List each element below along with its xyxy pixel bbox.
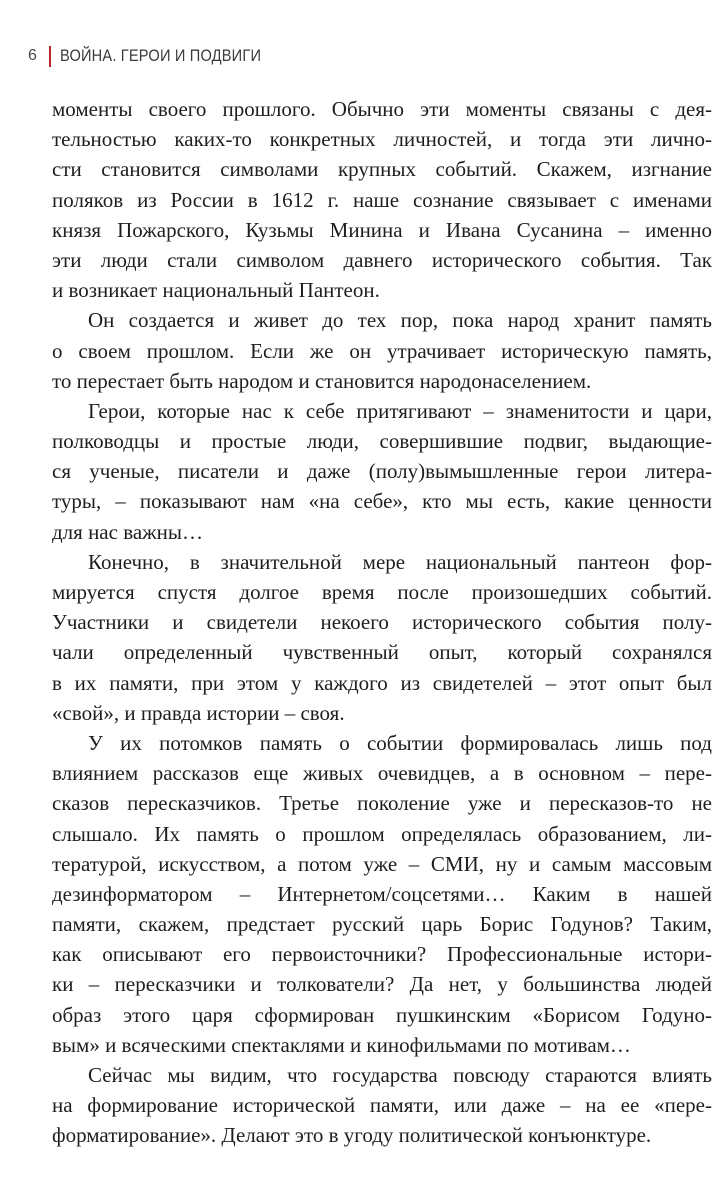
text-line: и возникает национальный Пантеон. <box>52 278 380 303</box>
paragraph <box>52 396 712 547</box>
text-line: в их памяти, при этом у каждого из свидетелей – этот опыт был <box>52 670 712 695</box>
text-line: как описывают его первоисточники? Профессиональные истори- <box>52 942 712 967</box>
text-line: для нас важны… <box>52 519 204 544</box>
text-line: сти становится символами крупных событий. Скажем, изгнание <box>52 157 712 182</box>
text-line: Герои, которые нас к себе притягивают – знаменитости и цари, <box>88 398 712 423</box>
paragraph <box>52 547 712 728</box>
paragraph <box>52 728 712 1060</box>
text-line: на формирование исторической памяти, или даже – на ее «пере- <box>52 1093 712 1118</box>
text-line: ся ученые, писатели и даже (полу)вымышленные герои литера- <box>52 459 712 484</box>
text-line: Участники и свидетели некоего исторического события полу- <box>52 610 712 635</box>
text-line: эти люди стали символом давнего исторического события. Так <box>52 247 712 272</box>
running-header <box>28 44 294 68</box>
text-line: Конечно, в значительной мере национальный пантеон фор- <box>88 549 712 574</box>
running-title: ВОЙНА. ГЕРОИ И ПОДВИГИ <box>60 46 262 65</box>
text-line: образ этого царя сформирован пушкинским «Борисом Годуно- <box>52 1002 712 1027</box>
text-line: тельностью каких-то конкретных личностей, и тогда эти лично- <box>52 127 712 152</box>
text-line: У их потомков память о событии формировалась лишь под <box>88 730 712 755</box>
text-line: то перестает быть народом и становится народонаселением. <box>52 368 592 393</box>
text-line: «свой», и правда истории – своя. <box>52 700 345 725</box>
text-line: туры, – показывают нам «на себе», кто мы есть, какие ценности <box>52 489 712 514</box>
text-line: мируется спустя долгое время после произошедших событий. <box>52 580 712 604</box>
text-line: полководцы и простые люди, совершившие подвиг, выдающие- <box>52 429 712 454</box>
paragraph <box>52 94 712 305</box>
text-line: вым» и всяческими спектаклями и кинофильмами по мотивам… <box>52 1032 631 1057</box>
text-line: поляков из России в 1612 г. наше сознание связывает с именами <box>52 187 712 212</box>
paragraph <box>52 305 712 396</box>
text-line: Он создается и живет до тех пор, пока народ хранит память <box>88 308 712 333</box>
text-line: Сейчас мы видим, что государства повсюду стараются влиять <box>88 1063 712 1087</box>
text-line: памяти, скажем, предстает русский царь Борис Годунов? Таким, <box>52 912 712 937</box>
text-line: тературой, искусством, а потом уже – СМИ, ну и самым массовым <box>52 851 712 876</box>
text-line: князя Пожарского, Кузьмы Минина и Ивана Сусанина – именно <box>52 217 712 242</box>
text-line: ки – пересказчики и толкователи? Да нет, у большинства людей <box>52 972 712 997</box>
text-line: сказов пересказчиков. Третье поколение уже и пересказов-то не <box>52 791 712 816</box>
text-line: форматирование». Делают это в угоду политической конъюнктуре. <box>52 1123 652 1148</box>
text-line: моменты своего прошлого. Обычно эти моменты связаны с дея- <box>52 97 712 121</box>
paragraph <box>52 1060 712 1151</box>
text-line: дезинформатором – Интернетом/соцсетями… Каким в нашей <box>52 881 712 906</box>
text-line: влиянием рассказов еще живых очевидцев, а в основном – пере- <box>52 761 712 786</box>
page-number: 6 <box>28 47 38 64</box>
text-line: слышало. Их память о прошлом определялась образованием, ли- <box>52 821 712 846</box>
header-separator <box>49 46 51 67</box>
text-line: чали определенный чувственный опыт, который сохранялся <box>52 640 712 665</box>
body-text <box>52 94 712 1151</box>
text-line: о своем прошлом. Если же он утрачивает историческую память, <box>52 338 712 363</box>
